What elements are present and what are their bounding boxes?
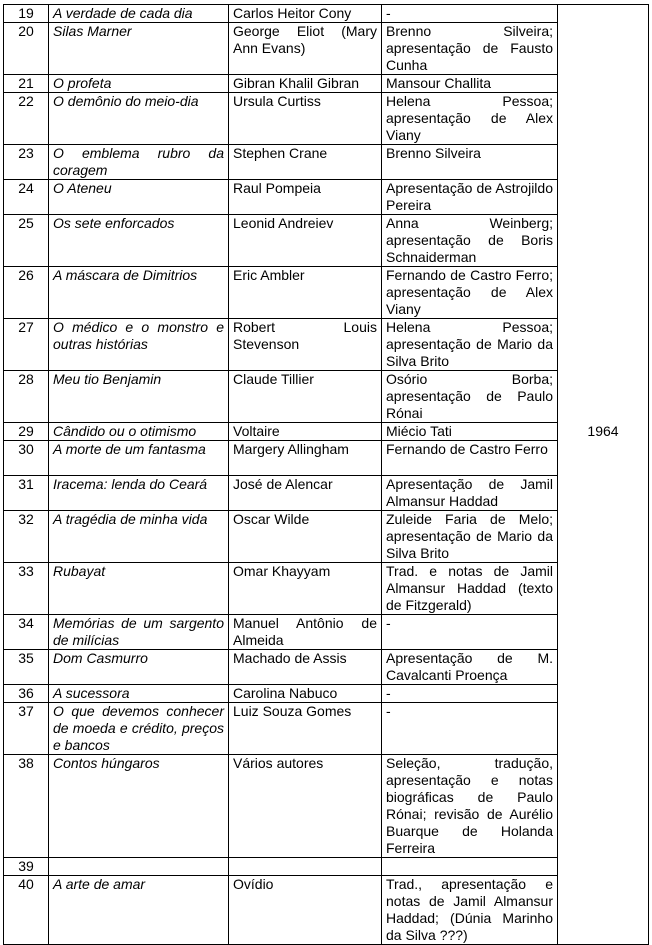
book-title: O médico e o monstro e outras histórias — [49, 319, 229, 371]
book-title: Memórias de um sargento de milícias — [49, 615, 229, 650]
row-number: 37 — [4, 703, 49, 755]
row-number: 24 — [4, 180, 49, 215]
book-author: Oscar Wilde — [229, 511, 382, 563]
row-number: 19 — [4, 5, 49, 23]
translation-notes: Trad., apresentação e notas de Jamil Almansur Haddad; (Dúnia Marinho da Silva ???) — [382, 876, 558, 945]
book-title: O profeta — [49, 75, 229, 93]
row-number: 32 — [4, 511, 49, 563]
book-title: A verdade de cada dia — [49, 5, 229, 23]
book-title: Dom Casmurro — [49, 650, 229, 685]
translation-notes: Anna Weinberg; apresentação de Boris Schnaiderman — [382, 215, 558, 267]
book-title: Iracema: lenda do Ceará — [49, 476, 229, 511]
translation-notes: Seleção, tradução, apresentação e notas biográficas de Paulo Rónai; revisão de Aurélio Buarque de Holanda Ferreira — [382, 755, 558, 858]
publication-year — [558, 511, 649, 563]
table-row — [4, 441, 649, 476]
book-title: A morte de um fantasma — [49, 441, 229, 476]
book-author: Omar Khayyam — [229, 563, 382, 615]
row-number: 23 — [4, 145, 49, 180]
catalog-table — [3, 4, 649, 945]
publication-year — [558, 267, 649, 319]
book-author: Vários autores — [229, 755, 382, 858]
book-title: Silas Marner — [49, 23, 229, 75]
publication-year — [558, 180, 649, 215]
publication-year — [558, 5, 649, 23]
translation-notes: Zuleide Faria de Melo; apresentação de Mario da Silva Brito — [382, 511, 558, 563]
table-row — [4, 75, 649, 93]
book-author: Luiz Souza Gomes — [229, 703, 382, 755]
book-title: O emblema rubro da coragem — [49, 145, 229, 180]
translation-notes: - — [382, 685, 558, 703]
book-author: Stephen Crane — [229, 145, 382, 180]
translation-notes: Trad. e notas de Jamil Almansur Haddad (texto de Fitzgerald) — [382, 563, 558, 615]
catalog-table-body — [4, 5, 649, 945]
translation-notes: Fernando de Castro Ferro — [382, 441, 558, 476]
publication-year — [558, 615, 649, 650]
publication-year — [558, 319, 649, 371]
table-row — [4, 215, 649, 267]
table-row — [4, 703, 649, 755]
table-row — [4, 423, 649, 441]
row-number: 27 — [4, 319, 49, 371]
table-row — [4, 180, 649, 215]
book-author: Raul Pompeia — [229, 180, 382, 215]
book-author: Margery Allingham — [229, 441, 382, 476]
translation-notes: Brenno Silveira; apresentação de Fausto Cunha — [382, 23, 558, 75]
table-row — [4, 755, 649, 858]
publication-year — [558, 215, 649, 267]
publication-year — [558, 441, 649, 476]
book-author: Carlos Heitor Cony — [229, 5, 382, 23]
row-number: 36 — [4, 685, 49, 703]
book-author: Robert Louis Stevenson — [229, 319, 382, 371]
translation-notes: Mansour Challita — [382, 75, 558, 93]
publication-year — [558, 755, 649, 858]
book-title: A arte de amar — [49, 876, 229, 945]
book-author: Machado de Assis — [229, 650, 382, 685]
translation-notes: - — [382, 615, 558, 650]
row-number: 21 — [4, 75, 49, 93]
translation-notes: Apresentação de Astrojildo Pereira — [382, 180, 558, 215]
table-row — [4, 145, 649, 180]
row-number: 33 — [4, 563, 49, 615]
publication-year: 1964 — [558, 423, 649, 441]
table-row — [4, 563, 649, 615]
table-row — [4, 858, 649, 876]
publication-year — [558, 145, 649, 180]
table-row — [4, 685, 649, 703]
book-author: Voltaire — [229, 423, 382, 441]
translation-notes — [382, 858, 558, 876]
book-title — [49, 858, 229, 876]
book-author: Gibran Khalil Gibran — [229, 75, 382, 93]
book-title: O Ateneu — [49, 180, 229, 215]
row-number: 35 — [4, 650, 49, 685]
book-author — [229, 858, 382, 876]
table-row — [4, 23, 649, 75]
publication-year — [558, 876, 649, 945]
translation-notes: Helena Pessoa; apresentação de Alex Viany — [382, 93, 558, 145]
book-author: José de Alencar — [229, 476, 382, 511]
book-title: A máscara de Dimitrios — [49, 267, 229, 319]
table-row — [4, 876, 649, 945]
publication-year — [558, 858, 649, 876]
row-number: 31 — [4, 476, 49, 511]
table-row — [4, 615, 649, 650]
row-number: 22 — [4, 93, 49, 145]
book-author: Eric Ambler — [229, 267, 382, 319]
book-author: Ursula Curtiss — [229, 93, 382, 145]
publication-year — [558, 476, 649, 511]
row-number: 39 — [4, 858, 49, 876]
translation-notes: Fernando de Castro Ferro; apresentação de Alex Viany — [382, 267, 558, 319]
row-number: 29 — [4, 423, 49, 441]
translation-notes: Brenno Silveira — [382, 145, 558, 180]
book-title: A sucessora — [49, 685, 229, 703]
book-author: Leonid Andreiev — [229, 215, 382, 267]
row-number: 28 — [4, 371, 49, 423]
translation-notes: - — [382, 5, 558, 23]
book-title: Rubayat — [49, 563, 229, 615]
publication-year — [558, 563, 649, 615]
row-number: 34 — [4, 615, 49, 650]
row-number: 40 — [4, 876, 49, 945]
publication-year — [558, 23, 649, 75]
table-row — [4, 476, 649, 511]
translation-notes: - — [382, 703, 558, 755]
table-row — [4, 650, 649, 685]
publication-year — [558, 685, 649, 703]
table-row — [4, 93, 649, 145]
row-number: 26 — [4, 267, 49, 319]
book-author: George Eliot (Mary Ann Evans) — [229, 23, 382, 75]
row-number: 38 — [4, 755, 49, 858]
row-number: 20 — [4, 23, 49, 75]
publication-year — [558, 703, 649, 755]
book-title: Os sete enforcados — [49, 215, 229, 267]
book-author: Claude Tillier — [229, 371, 382, 423]
publication-year — [558, 371, 649, 423]
translation-notes: Apresentação de M. Cavalcanti Proença — [382, 650, 558, 685]
row-number: 30 — [4, 441, 49, 476]
publication-year — [558, 75, 649, 93]
book-author: Ovídio — [229, 876, 382, 945]
table-row — [4, 371, 649, 423]
publication-year — [558, 650, 649, 685]
row-number: 25 — [4, 215, 49, 267]
translation-notes: Apresentação de Jamil Almansur Haddad — [382, 476, 558, 511]
book-title: A tragédia de minha vida — [49, 511, 229, 563]
translation-notes: Osório Borba; apresentação de Paulo Rónai — [382, 371, 558, 423]
book-title: Contos húngaros — [49, 755, 229, 858]
book-title: O que devemos conhecer de moeda e crédito, preços e bancos — [49, 703, 229, 755]
table-row — [4, 5, 649, 23]
book-author: Carolina Nabuco — [229, 685, 382, 703]
book-author: Manuel Antônio de Almeida — [229, 615, 382, 650]
translation-notes: Miécio Tati — [382, 423, 558, 441]
table-row — [4, 267, 649, 319]
book-title: O demônio do meio-dia — [49, 93, 229, 145]
publication-year — [558, 93, 649, 145]
table-row — [4, 319, 649, 371]
translation-notes: Helena Pessoa; apresentação de Mario da Silva Brito — [382, 319, 558, 371]
book-title: Cândido ou o otimismo — [49, 423, 229, 441]
book-title: Meu tio Benjamin — [49, 371, 229, 423]
table-row — [4, 511, 649, 563]
